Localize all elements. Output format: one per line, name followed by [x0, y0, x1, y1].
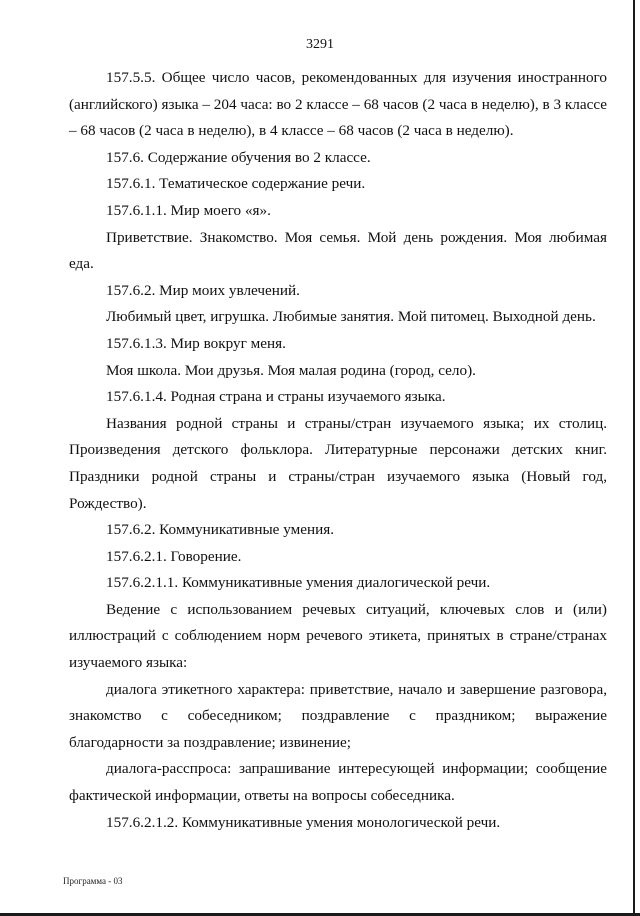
heading-dialogue-skills: 157.6.2.1.1. Коммуникативные умения диалогической речи.	[106, 574, 491, 592]
paragraph-hobbies-topics: Любимый цвет, игрушка. Любимые занятия. Мой питомец. Выходной день.	[106, 308, 596, 326]
heading-grade-2-content: 157.6. Содержание обучения во 2 классе.	[106, 148, 371, 166]
heading-my-world: 157.6.1.1. Мир моего «я».	[106, 201, 271, 219]
paragraph-inquiry-dialogue: диалога-расспроса: запрашивание интересующей информации; сообщение фактической информации, ответы на вопросы собеседника.	[69, 760, 607, 805]
scan-border-right	[633, 0, 635, 916]
paragraph-my-world-topics: Приветствие. Знакомство. Моя семья. Мой день рождения. Моя любимая еда.	[69, 228, 607, 273]
heading-world-around: 157.6.1.3. Мир вокруг меня.	[106, 334, 286, 352]
paragraph-hours: 157.5.5. Общее число часов, рекомендованных для изучения иностранного (английского) языка – 204 часа: во 2 классе – 68 часов (2 часа в неделю), в 3 классе – 68 часов (2 часа в неделю), в 4 классе – 68 часов (2 часа в неделю).	[69, 69, 607, 140]
paragraph-world-around-topics: Моя школа. Мои друзья. Моя малая родина (город, село).	[106, 361, 476, 379]
paragraph-dialogue-intro: Ведение с использованием речевых ситуаций, ключевых слов и (или) иллюстраций с соблюдением норм речевого этикета, принятых в стране/странах изучаемого языка:	[69, 600, 607, 672]
heading-communicative-skills: 157.6.2. Коммуникативные умения.	[106, 521, 334, 539]
paragraph-etiquette-dialogue: диалога этикетного характера: приветствие, начало и завершение разговора, знакомство с собеседником; поздравление с праздником; выражение благодарности за поздравление; извинение;	[69, 680, 607, 751]
page-number: 3291	[306, 37, 334, 52]
heading-native-country: 157.6.1.4. Родная страна и страны изучаемого языка.	[106, 388, 446, 406]
heading-monologue-skills: 157.6.2.1.2. Коммуникативные умения монологической речи.	[106, 813, 501, 831]
document-body	[69, 65, 607, 836]
heading-my-hobbies: 157.6.2. Мир моих увлечений.	[106, 281, 300, 299]
heading-thematic-content: 157.6.1. Тематическое содержание речи.	[106, 175, 366, 193]
footer-program-code: Программа - 03	[63, 876, 123, 886]
heading-speaking: 157.6.2.1. Говорение.	[106, 547, 242, 565]
paragraph-native-country-topics: Названия родной страны и страны/стран изучаемого языка; их столиц. Произведения детского фольклора. Литературные персонажи детских книг. Праздники родной страны и страны/стран изучаемого языка (Новый год, Рождество).	[69, 414, 607, 512]
